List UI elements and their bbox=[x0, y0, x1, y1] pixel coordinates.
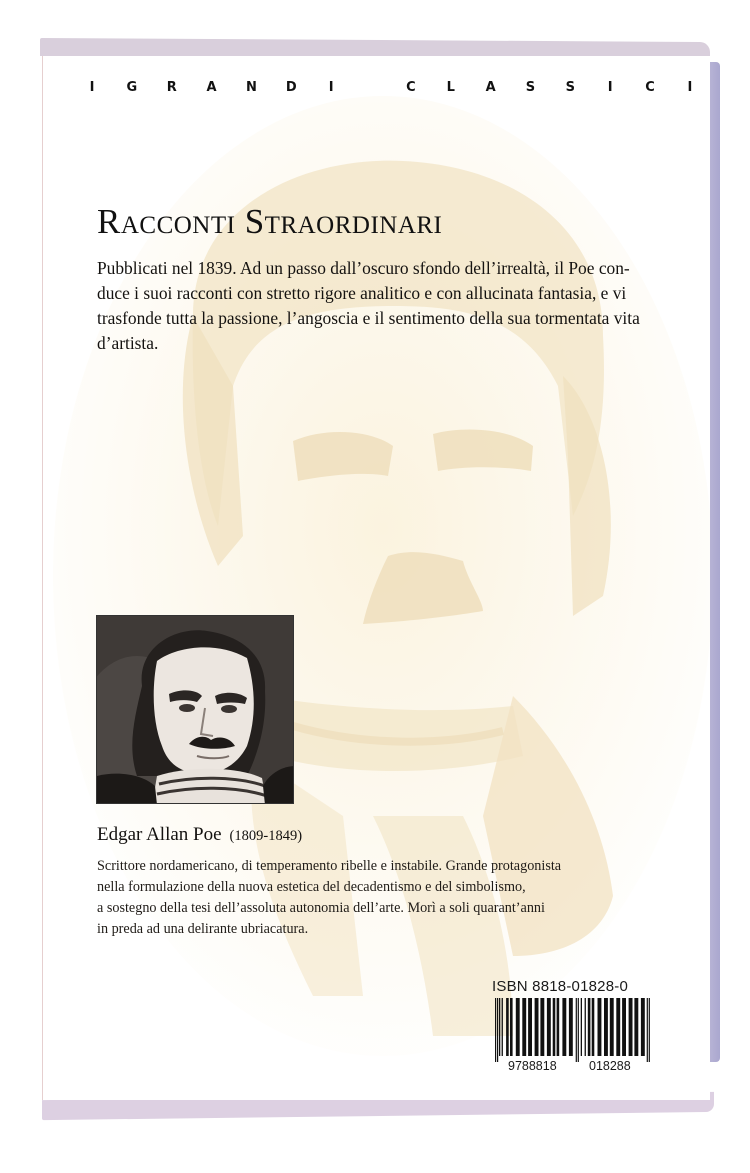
blurb-line: Pubblicati nel 1839. Ad un passo dall’oscuro sfondo dell’irrealtà, il Poe con- bbox=[97, 258, 630, 278]
barcode-bar bbox=[528, 998, 532, 1056]
barcode-bar bbox=[616, 998, 620, 1056]
barcode-guard-bar bbox=[497, 998, 498, 1062]
series-letter: S bbox=[525, 80, 536, 95]
barcode-bar bbox=[585, 998, 586, 1056]
barcode-bar bbox=[641, 998, 645, 1056]
barcode-bar bbox=[499, 998, 500, 1056]
series-letter: A bbox=[485, 80, 496, 95]
book-back-cover bbox=[42, 56, 710, 1100]
series-letter: L bbox=[446, 80, 455, 95]
bio-line: in preda ad una delirante ubriacatura. bbox=[97, 921, 309, 937]
series-letter: N bbox=[245, 80, 257, 95]
barcode-bar bbox=[634, 998, 638, 1056]
barcode-number-left: 9788818 bbox=[508, 1059, 557, 1073]
bio-line: Scrittore nordamericano, di temperamento ribelle e instabile. Grande protagonista bbox=[97, 858, 562, 874]
barcode-bar bbox=[522, 998, 526, 1056]
series-letter: I bbox=[607, 80, 613, 95]
series-letter: S bbox=[565, 80, 575, 95]
series-letter bbox=[364, 80, 378, 95]
series-letter: G bbox=[126, 80, 138, 95]
bio-line: nella formulazione della nuova estetica del decadentismo e del simbolismo, bbox=[97, 879, 526, 895]
barcode-bar bbox=[569, 998, 573, 1056]
book-title: Racconti Straordinari bbox=[97, 202, 443, 241]
barcode-bar bbox=[598, 998, 602, 1056]
series-letter: I bbox=[328, 80, 334, 95]
book-blurb bbox=[97, 256, 657, 356]
series-letter: C bbox=[406, 80, 416, 95]
barcode-bar bbox=[516, 998, 520, 1056]
barcode-number-right: 018288 bbox=[589, 1059, 631, 1073]
barcode-bar bbox=[581, 998, 582, 1056]
barcode-guard-bar bbox=[576, 998, 577, 1062]
barcode-bar bbox=[622, 998, 626, 1056]
barcode-bar bbox=[592, 998, 595, 1056]
blurb-line: d’artista. bbox=[97, 333, 159, 353]
barcode-guard-bar bbox=[649, 998, 650, 1062]
barcode-guard-bar bbox=[495, 998, 496, 1062]
barcode-bar bbox=[506, 998, 509, 1056]
barcode-bar bbox=[562, 998, 566, 1056]
barcode-bar bbox=[610, 998, 614, 1056]
barcode-bar bbox=[502, 998, 503, 1056]
barcode-guard-bar bbox=[647, 998, 648, 1062]
blurb-line: trasfonde tutta la passione, l’angoscia e il sentimento della sua tormentata vita bbox=[97, 308, 640, 328]
barcode-bar bbox=[557, 998, 560, 1056]
author-heading bbox=[97, 824, 302, 846]
barcode-bar bbox=[547, 998, 551, 1056]
barcode-bar bbox=[540, 998, 544, 1056]
series-letter: D bbox=[285, 80, 297, 95]
series-letter: R bbox=[166, 80, 177, 95]
barcode-bar bbox=[629, 998, 633, 1056]
series-letter: C bbox=[645, 80, 655, 95]
bio-line: a sostegno della tesi dell’assoluta autonomia dell’arte. Morì a soli quarant’anni bbox=[97, 900, 545, 916]
barcode-guard-bar bbox=[578, 998, 579, 1062]
author-dates: (1809-1849) bbox=[229, 828, 303, 844]
author-portrait-image bbox=[97, 616, 294, 804]
barcode-bar bbox=[553, 998, 556, 1056]
isbn-label: ISBN 8818-01828-0 bbox=[492, 978, 628, 995]
series-name bbox=[85, 80, 697, 95]
series-letter: I bbox=[687, 80, 693, 95]
barcode-bar bbox=[588, 998, 591, 1056]
author-name: Edgar Allan Poe bbox=[97, 824, 222, 845]
series-letter: A bbox=[206, 80, 217, 95]
author-photo bbox=[96, 615, 294, 804]
blurb-line: duce i suoi racconti con stretto rigore analitico e con allucinata fantasia, e vi bbox=[97, 283, 627, 303]
barcode-bar bbox=[535, 998, 539, 1056]
series-letter: I bbox=[89, 80, 95, 95]
barcode-bar bbox=[510, 998, 513, 1056]
barcode-bar bbox=[604, 998, 608, 1056]
author-bio bbox=[97, 856, 657, 940]
isbn-barcode bbox=[493, 998, 655, 1062]
